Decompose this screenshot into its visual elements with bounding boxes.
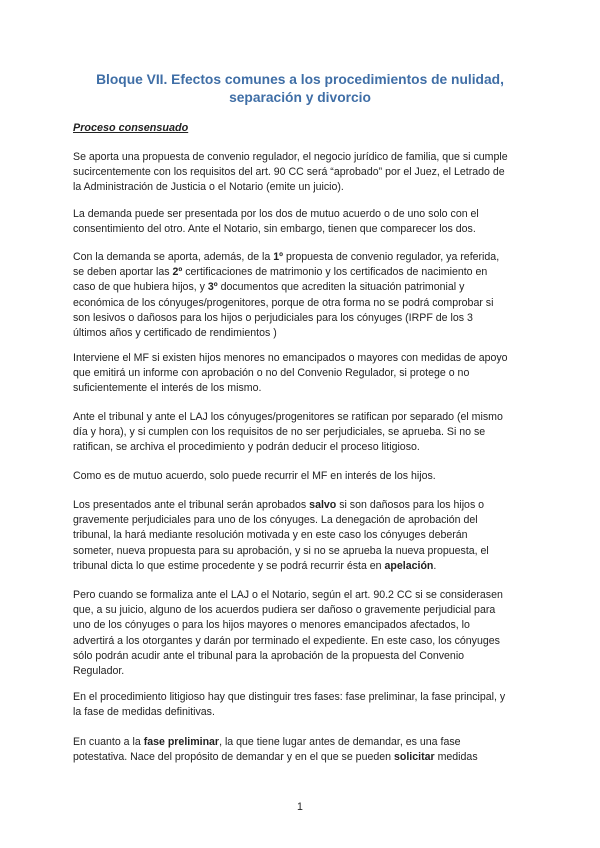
text-line: últimos años y certificado de rendimientos ) — [73, 327, 277, 340]
text-line: ratifican, se archiva el procedimiento y podrán deducir el proceso litigioso. — [73, 441, 420, 454]
text-line: la Administración de Justicia o el Notario (emite un juicio). — [73, 181, 344, 194]
text-line: que, a su juicio, alguno de los acuerdos pudiera ser dañoso o gravemente perjudicial para — [73, 604, 496, 617]
paragraph — [73, 498, 528, 574]
text-line: consentimiento del otro. Ante el Notario, sin embargo, tienen que comparecer los dos. — [73, 223, 476, 236]
document-title — [60, 71, 540, 107]
text-line: Regulador. — [73, 665, 125, 678]
text-line: son lesivos o dañosos para los hijos o perjudiciales para los cónyuges (IRPF de los 3 — [73, 311, 473, 324]
title-line: Bloque VII. Efectos comunes a los procedimientos de nulidad, — [96, 72, 504, 87]
text-line: se deben aportar las 2º certificaciones de matrimonio y los certificados de nacimiento en — [73, 266, 488, 279]
paragraph — [73, 250, 528, 341]
text-line: Ante el tribunal y ante el LAJ los cónyuges/progenitores se ratifican por separado (el mismo — [73, 411, 503, 423]
text-line: potestativa. Nace del propósito de demandar y en el que se pueden solicitar medidas — [73, 751, 478, 764]
paragraph — [73, 351, 528, 397]
text-line: someter, nueva propuesta para su aprobación, y si no se aprueba la nueva propuesta, el — [73, 544, 489, 557]
text-line: tribunal dicta lo que estime procedente y se podrá recurrir ésta en apelación. — [73, 559, 437, 572]
text-line: económica de los cónyuges/progenitores, porque de otra forma no se podrá comprobar si — [73, 296, 494, 309]
text-line: día y hora), y si cumplen con los requisitos de no ser perjudiciales, se aprueba. Si no se — [73, 426, 486, 439]
text-line: advertirá a los otorgantes y darán por terminado el expediente. En este caso, los cónyuges — [73, 634, 500, 647]
text-line: sólo podrán acudir ante el tribunal para la aprobación de la propuesta del Convenio — [73, 649, 465, 662]
text-line: Con la demanda se aporta, además, de la 1º propuesta de convenio regulador, ya referida, — [73, 251, 500, 263]
text-line: Interviene el MF si existen hijos menores no emancipados o mayores con medidas de apoyo — [73, 352, 508, 364]
text-line: En el procedimiento litigioso hay que distinguir tres fases: fase preliminar, la fase principal, y — [73, 691, 506, 703]
text-line: suficientemente el interés de los mismo. — [73, 382, 262, 395]
text-line: caso de que hubiera hijos, y 3º documentos que acrediten la situación patrimonial y — [73, 281, 465, 294]
text-line: En cuanto a la fase preliminar, la que tiene lugar antes de demandar, es una fase — [73, 736, 461, 748]
text-line: Los presentados ante el tribunal serán aprobados salvo si son dañosos para los hijos o — [73, 499, 485, 511]
paragraph — [73, 207, 528, 237]
text-line: gravemente perjudiciales para uno de los cónyuges. La denegación de aprobación del — [73, 514, 478, 527]
paragraph — [73, 690, 528, 720]
paragraph — [73, 469, 528, 484]
text-line: tribunal, la hará mediante resolución motivada y en este caso los cónyuges deberán — [73, 529, 468, 542]
text-line: sucircentemente con los requisitos del art. 90 CC será “aprobado” por el Juez, el Letrado de — [73, 166, 505, 179]
text-line: Como es de mutuo acuerdo, solo puede recurrir el MF en interés de los hijos. — [73, 470, 436, 482]
text-line: La demanda puede ser presentada por los dos de mutuo acuerdo o de uno solo con el — [73, 208, 479, 220]
paragraph — [73, 410, 528, 456]
title-line: separación y divorcio — [229, 90, 371, 105]
paragraph — [73, 150, 528, 196]
page-number: 1 — [297, 801, 303, 813]
text-line: Pero cuando se formaliza ante el LAJ o el Notario, según el art. 90.2 CC si se considerasen — [73, 589, 503, 601]
section-subtitle: Proceso consensuado — [73, 122, 189, 134]
text-line: uno de los cónyuges o para los hijos mayores o menores emancipados afectados, lo — [73, 619, 470, 632]
text-line: Se aporta una propuesta de convenio regulador, el negocio jurídico de familia, que si cumple — [73, 151, 508, 163]
text-line: que emitirá un informe con aprobación o no del Convenio Regulador, si protege o no — [73, 367, 470, 380]
text-line: la fase de medidas definitivas. — [73, 706, 215, 719]
paragraph — [73, 735, 528, 765]
paragraph — [73, 588, 528, 679]
